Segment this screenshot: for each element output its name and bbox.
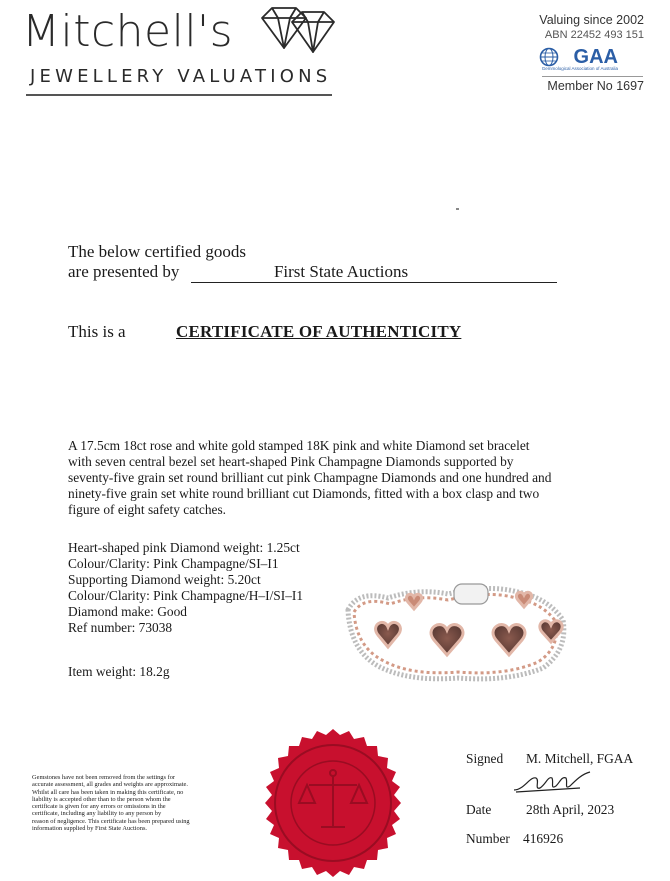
- gaa-subtext: Gemmological Association of Australia: [541, 66, 618, 71]
- certificate-number: 416926: [523, 831, 564, 846]
- disclaimer-line: certificate is given for any errors or omissions in the: [32, 803, 166, 811]
- signed-label: Signed: [466, 751, 504, 766]
- number-label: Number: [466, 831, 510, 846]
- valuing-since: Valuing since 2002: [539, 13, 644, 27]
- disclaimer: [32, 774, 262, 832]
- spec-list: [68, 540, 303, 636]
- goods-line-1: The below certified goods: [68, 242, 246, 261]
- gaa-globe-icon: [539, 47, 559, 67]
- disclaimer-line: information supplied by First State Auctions.: [32, 825, 148, 833]
- goods-line-2: are presented by: [68, 262, 180, 281]
- header-rule: [26, 94, 332, 96]
- date-value: 28th April, 2023: [526, 802, 615, 817]
- speck: [456, 208, 459, 210]
- spec-item: Diamond make: Good: [68, 604, 188, 619]
- description-line: figure of eight safety catches.: [68, 502, 227, 517]
- bracelet-photo: [338, 580, 578, 690]
- spec-item: Supporting Diamond weight: 5.20ct: [68, 572, 261, 587]
- item-weight: Item weight: 18.2g: [68, 664, 170, 679]
- brand-name: Mitchell's: [22, 6, 234, 57]
- spec-item: Ref number: 73038: [68, 620, 173, 635]
- item-description: [68, 438, 588, 518]
- certificate-title: CERTIFICATE OF AUTHENTICITY: [176, 322, 462, 341]
- spec-item: Colour/Clarity: Pink Champagne/H–I/SI–I1: [68, 588, 304, 603]
- signed-value: M. Mitchell, FGAA: [526, 751, 634, 766]
- description-line: seventy-five grain set round brilliant cut pink Champagne Diamonds and one hundred and: [68, 470, 552, 485]
- certificate-prefix: This is a: [68, 322, 126, 341]
- presenter-name: First State Auctions: [273, 262, 409, 281]
- abn-number: ABN 22452 493 151: [544, 29, 644, 41]
- gaa-logo-text: GAA: [573, 46, 618, 68]
- disclaimer-line: Gemstones have not been removed from the settings for: [32, 774, 176, 781]
- subtitle: JEWELLERY VALUATIONS: [30, 66, 332, 87]
- wax-seal: [257, 727, 409, 879]
- diamond-logo-icon: [258, 4, 338, 60]
- disclaimer-line: reason of negligence. This certificate has been prepared using: [32, 817, 190, 825]
- disclaimer-line: liability is accepted other than to the person whom the: [32, 795, 171, 803]
- member-number: Member No 1697: [547, 79, 644, 93]
- disclaimer-line: Whilst all care has been taken in making this certificate, no: [32, 788, 184, 796]
- disclaimer-line: accurate assessment, all grades and weights are approximate.: [32, 781, 188, 789]
- gaa-rule: [542, 76, 643, 77]
- handwritten-signature: [510, 770, 600, 796]
- description-line: A 17.5cm 18ct rose and white gold stamped 18K pink and white Diamond set bracelet: [68, 438, 530, 453]
- description-line: with seven central bezel set heart-shaped Pink Champagne Diamonds supported by: [68, 454, 514, 469]
- disclaimer-line: certificate, including any liability to any person by: [32, 810, 162, 818]
- description-line: ninety-five grain set white round brilliant cut Diamonds, fitted with a box clasp and two: [68, 486, 540, 501]
- spec-item: Colour/Clarity: Pink Champagne/SI–I1: [68, 556, 279, 571]
- date-label: Date: [466, 802, 492, 817]
- spec-item: Heart-shaped pink Diamond weight: 1.25ct: [68, 540, 300, 555]
